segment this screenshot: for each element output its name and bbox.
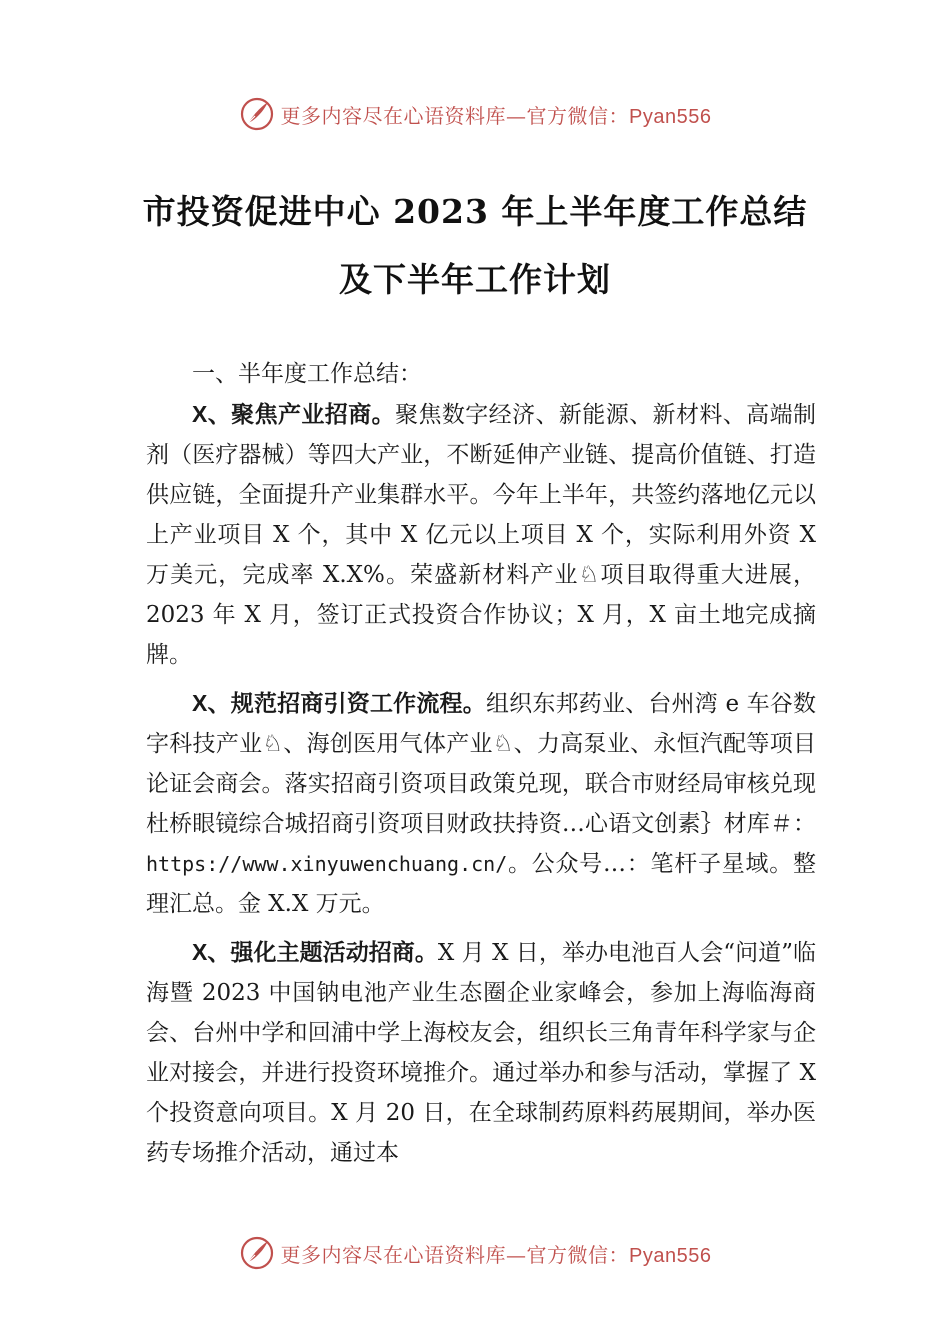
- paragraph-1-text: 聚焦数字经济、新能源、新材料、高端制剂（医疗器械）等四大产业，不断延伸产业链、提高价值链、打造供应链，全面提升产业集群水平。今年上半年，共签约落地亿元以上产业项目 X 个，其中 X 亿元以上项目 X 个，实际利用外资 X 万美元，完成率 X.X%。荣盛新材料产业♘项目取得重大进展，2023 年 X 月，签订正式投资合作协议；X 月，X 亩土地完成摘牌。: [146, 402, 816, 668]
- quill-logo-icon: [239, 1235, 275, 1271]
- page-title-line2: 及下半年工作计划: [339, 260, 611, 299]
- paragraph-3-text: X 月 X 日，举办电池百人会“问道”临海暨 2023 中国钠电池产业生态圈企业家峰会，参加上海临海商会、台州中学和回浦中学上海校友会，组织长三角青年科学家与企业对接会，并进行投资环境推介。通过举办和参与活动，掌握了 X 个投资意向项目。X 月 20 日，在全球制药原料药展期间，举办医药专场推介活动，通过本: [146, 940, 817, 1166]
- paragraph-1-lead: X、聚焦产业招商。: [192, 401, 396, 427]
- watermark-banner-top: [0, 94, 950, 134]
- watermark-text: 更多内容尽在心语资料库—官方微信：Pyan556: [280, 103, 712, 128]
- paragraph-2-lead: X、规范招商引资工作流程。: [192, 690, 486, 716]
- watermark-banner-bottom: [0, 1233, 950, 1273]
- quill-logo-icon: [239, 96, 275, 132]
- wechat-id: Pyan556: [629, 105, 712, 128]
- paragraph-3: [146, 932, 816, 1173]
- paragraph-2: [146, 683, 816, 924]
- paragraph-2-text: 组织东邦药业、台州湾 e 车谷数字科技产业♘、海创医用气体产业♘、力高泵业、永恒汽配等项目论证会商会。落实招商引资项目政策兑现，联合市财经局审核兑现杜桥眼镜综合城招商引资项目财政扶持资…心语文创素｝材库＃：: [146, 691, 816, 837]
- paragraph-2-tail: 。公众号…：笔杆子星域。整理汇总。金 X.X 万元。: [146, 851, 816, 917]
- paragraph-3-lead: X、强化主题活动招商。: [192, 939, 438, 965]
- wechat-id: Pyan556: [629, 1244, 712, 1267]
- document-body: [146, 354, 816, 1173]
- watermark-text: 更多内容尽在心语资料库—官方微信：Pyan556: [280, 1242, 712, 1267]
- website-link[interactable]: https://www.xinyuwenchuang.cn/: [146, 852, 508, 876]
- section-heading: 一、半年度工作总结：: [192, 361, 422, 387]
- page-title-line1: 市投资促进中心 2023 年上半年度工作总结: [142, 192, 808, 231]
- paragraph-1: [146, 394, 816, 675]
